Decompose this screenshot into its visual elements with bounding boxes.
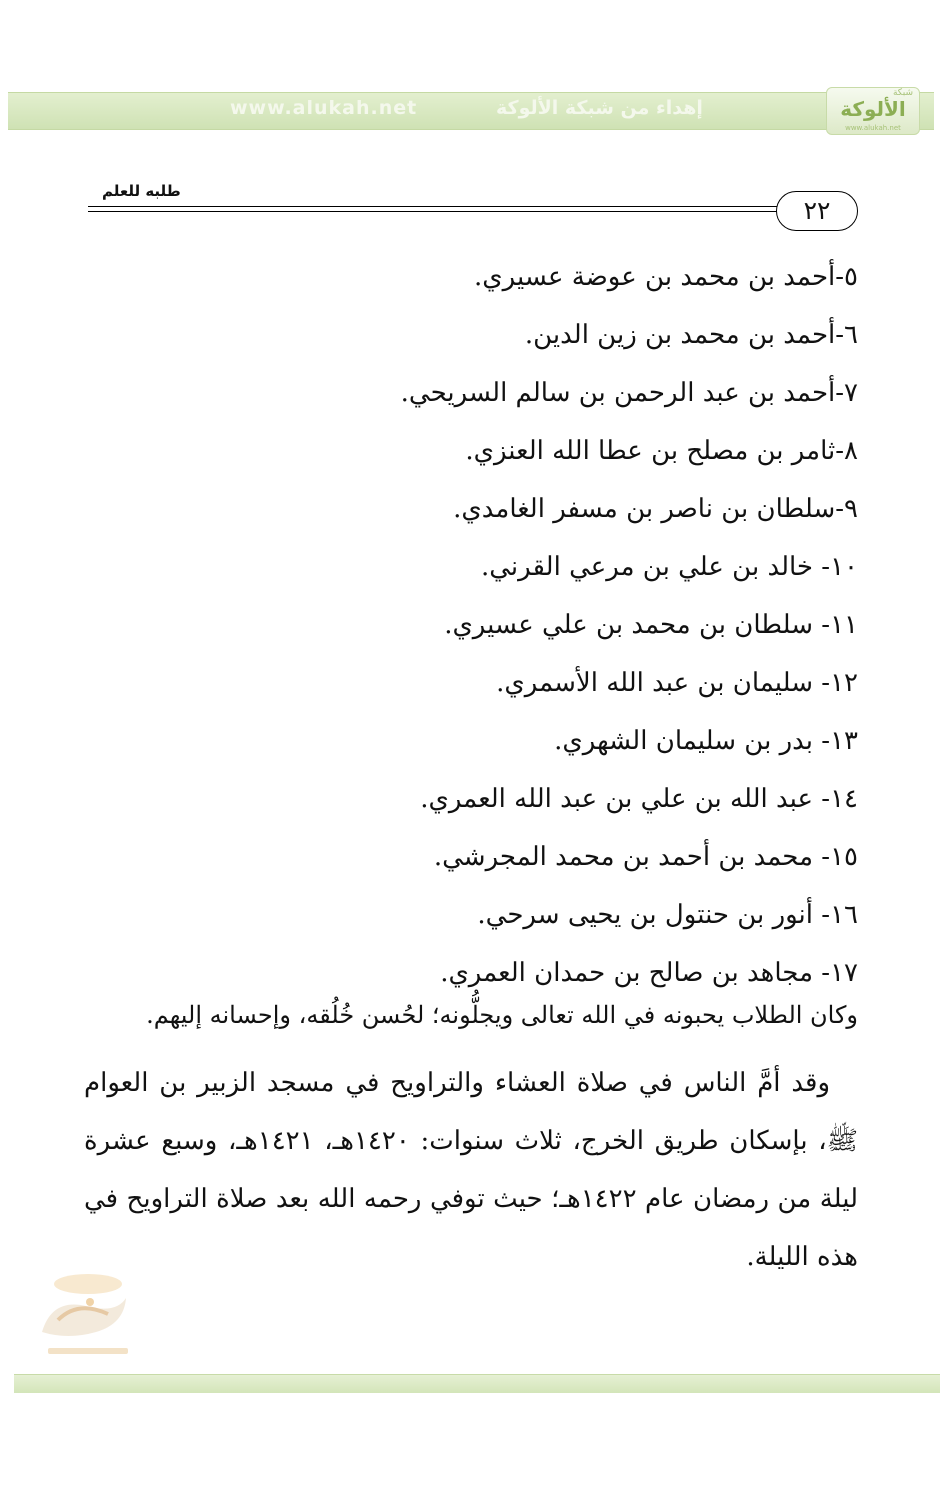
list-item: ٧-أحمد بن عبد الرحمن بن سالم السريحي.	[400, 378, 858, 408]
watermark-logo	[28, 1262, 146, 1362]
students-note: وكان الطلاب يحبونه في الله تعالى ويجلُّونه؛ لحُسن خُلُقه، وإحسانه إليهم.	[146, 1001, 858, 1029]
body-paragraph	[84, 1054, 858, 1286]
list-item: ١٤- عبد الله بن علي بن عبد الله العمري.	[420, 784, 858, 814]
list-item: ٥-أحمد بن محمد بن عوضة عسيري.	[474, 262, 858, 292]
list-item: ١٣- بدر بن سليمان الشهري.	[554, 726, 858, 756]
list-item: ١١- سلطان بن محمد بن علي عسيري.	[444, 610, 858, 640]
logo-text: الألوكة	[840, 97, 906, 121]
list-item: ١٢- سليمان بن عبد الله الأسمري.	[496, 668, 858, 698]
running-title: طلبه للعلم	[102, 182, 181, 200]
banner-gift-text: إهداء من شبكة الألوكة	[496, 97, 703, 119]
banner-url: www.alukah.net	[230, 97, 418, 119]
logo-small-text: شبكة	[892, 88, 913, 98]
logo-url: www.alukah.net	[845, 124, 901, 132]
alukah-logo	[826, 87, 920, 135]
list-item: ١٠- خالد بن علي بن مرعي القرني.	[481, 552, 858, 582]
header-rule-top	[88, 206, 778, 207]
list-item: ٨-ثامر بن مصلح بن عطا الله العنزي.	[465, 436, 858, 466]
list-item: ١٦- أنور بن حنتول بن يحيى سرحي.	[477, 900, 858, 930]
list-item: ١٧- مجاهد بن صالح بن حمدان العمري.	[440, 958, 858, 988]
header-rule-bottom	[88, 211, 778, 212]
list-item: ٦-أحمد بن محمد بن زين الدين.	[524, 320, 858, 350]
bottom-banner	[14, 1374, 940, 1393]
paragraph-text: وقد أمَّ الناس في صلاة العشاء والتراويح في مسجد الزبير بن العوام ﷺ، بإسكان طريق الخرج، ثلاث سنوات: ١٤٢٠هـ، ١٤٢١هـ، وسبع عشرة ليلة من رمضان عام ١٤٢٢هـ؛ حيث توفي رحمه الله بعد صلاة التراويح في هذه الليلة.	[84, 1068, 859, 1272]
page-number: ٢٢	[776, 191, 858, 231]
names-list	[80, 248, 858, 1002]
list-item: ١٥- محمد بن أحمد بن محمد المجرشي.	[433, 842, 858, 872]
top-banner	[8, 88, 934, 132]
list-item: ٩-سلطان بن ناصر بن مسفر الغامدي.	[453, 494, 858, 524]
